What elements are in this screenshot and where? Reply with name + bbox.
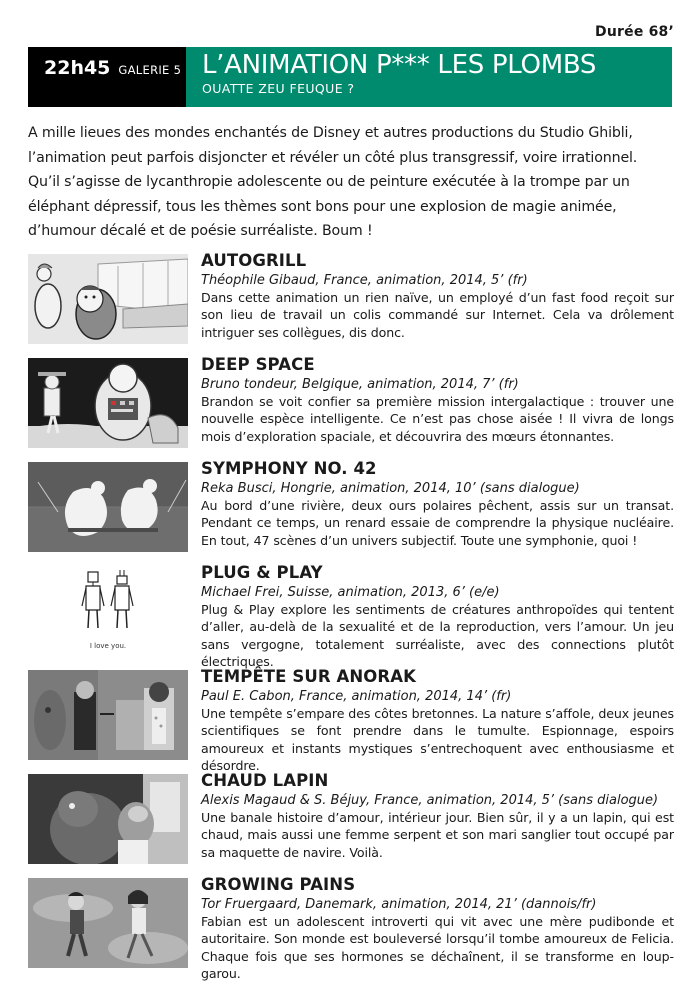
film-info [201, 666, 674, 775]
film-title: DEEP SPACE [201, 355, 315, 374]
film-credits: Bruno tondeur, Belgique, animation, 2014, 7’ (fr) [201, 377, 519, 392]
film-info [201, 458, 674, 549]
film-entry [28, 666, 674, 774]
intro-paragraph: A mille lieues des mondes enchantés de Disney et autres productions du Studio Ghibli, l’animation peut parfois disjoncter et révéler un côté plus transgressif, voire irrationnel. [28, 125, 638, 166]
film-credits: Michael Frei, Suisse, animation, 2013, 6’ (e/e) [201, 585, 500, 600]
film-entry [28, 250, 674, 354]
film-info [201, 874, 674, 983]
intro-paragraph: Qu’il s’agisse de lycanthropie adolescente ou de peinture exécutée à la trompe par un éléphant dépressif, tous les thèmes sont bons pour une explosion de magie animée, d’humour décalé et de poésie surréaliste. Boum ! [28, 174, 630, 239]
film-still-image [28, 462, 188, 552]
film-entry [28, 770, 674, 874]
duration-label: Durée 68’ [595, 24, 674, 40]
film-description: Fabian est un adolescent introverti qui vit avec une mère pudibonde et autoritaire. Son monde est bouleversé lorsqu’il tombe amoureux de Felicia. Chaque fois que ses hormones se déchaînent, il se transforme en loup-garou. [201, 914, 674, 982]
film-credits: Reka Busci, Hongrie, animation, 2014, 10’ (sans dialogue) [201, 481, 580, 496]
film-title: GROWING PAINS [201, 875, 356, 894]
film-description: Une banale histoire d’amour, intérieur jour. Bien sûr, il y a un lapin, qui est chaud, mais aussi une femme serpent et son mari sanglier tout occupé par sa maquette de navire. Voilà. [201, 810, 674, 860]
film-still-image [28, 358, 188, 448]
film-info [201, 250, 674, 341]
film-still-image [28, 878, 188, 968]
film-entry [28, 354, 674, 458]
film-description: Plug & Play explore les sentiments de créatures anthropoïdes qui tentent d’aller, au-delà de la sexualité et de la reproduction, vers l’amour. Un jeu sans vergogne, totalement surréaliste, avec des connections plutôt électriques. [201, 602, 674, 670]
film-description: Au bord d’une rivière, deux ours polaires pêchent, assis sur un transat. Pendant ce temps, un renard essaie de comprendre la physique nucléaire. En tout, 47 scènes d’un univers subjectif. Toute une symphonie, quoi ! [201, 498, 674, 548]
film-title: AUTOGRILL [201, 251, 307, 270]
film-description: Une tempête s’empare des côtes bretonnes. La nature s’affole, deux jeunes scientifiques se font prendre dans le tumulte. Espionnage, espoirs amoureux et instants mystiques s’entrechoquent avec enthousiasme et désordre. [201, 706, 674, 774]
film-credits: Paul E. Cabon, France, animation, 2014, 14’ (fr) [201, 689, 512, 704]
film-still-image [28, 774, 188, 864]
session-time: 22h45 [44, 57, 111, 79]
film-list [28, 250, 674, 982]
film-description: Brandon se voit confier sa première mission intergalactique : trouver une nouvelle espèce intelligente. Ce n’est pas chose aisée ! Il vivra de longs mois d’exploration spaciale, et découvrira des mœurs étonnantes. [201, 394, 674, 444]
film-still-caption: I love you. [89, 642, 127, 650]
program-header [28, 47, 672, 107]
time-slot [28, 47, 186, 107]
film-still-image [28, 670, 188, 760]
film-title: SYMPHONY NO. 42 [201, 459, 377, 478]
film-still-image [28, 254, 188, 344]
film-description: Dans cette animation un rien naïve, un employé d’un fast food reçoit sur son lieu de travail un colis commandé sur Internet. Cela va drôlement intriguer ses collègues, dis donc. [201, 290, 674, 340]
session-title-box [186, 47, 672, 107]
film-credits: Tor Fruergaard, Danemark, animation, 2014, 21’ (dannois/fr) [201, 897, 597, 912]
film-still-image [28, 566, 188, 656]
film-info [201, 770, 674, 861]
film-info [201, 562, 674, 671]
session-room: GALERIE 5 [118, 63, 182, 77]
session-subtitle: OUATTE ZEU FEUQUE ? [202, 81, 355, 96]
film-credits: Théophile Gibaud, France, animation, 2014, 5’ (fr) [201, 273, 528, 288]
film-credits: Alexis Magaud & S. Béjuy, France, animation, 2014, 5’ (sans dialogue) [201, 793, 659, 808]
film-title: PLUG & PLAY [201, 563, 323, 582]
film-info [201, 354, 674, 445]
film-entry [28, 874, 674, 982]
film-title: TEMPÊTE SUR ANORAK [201, 667, 416, 686]
film-entry [28, 458, 674, 562]
intro-text [28, 121, 674, 244]
film-title: CHAUD LAPIN [201, 771, 329, 790]
film-entry [28, 562, 674, 670]
session-title: L’ANIMATION P*** LES PLOMBS [202, 50, 597, 80]
